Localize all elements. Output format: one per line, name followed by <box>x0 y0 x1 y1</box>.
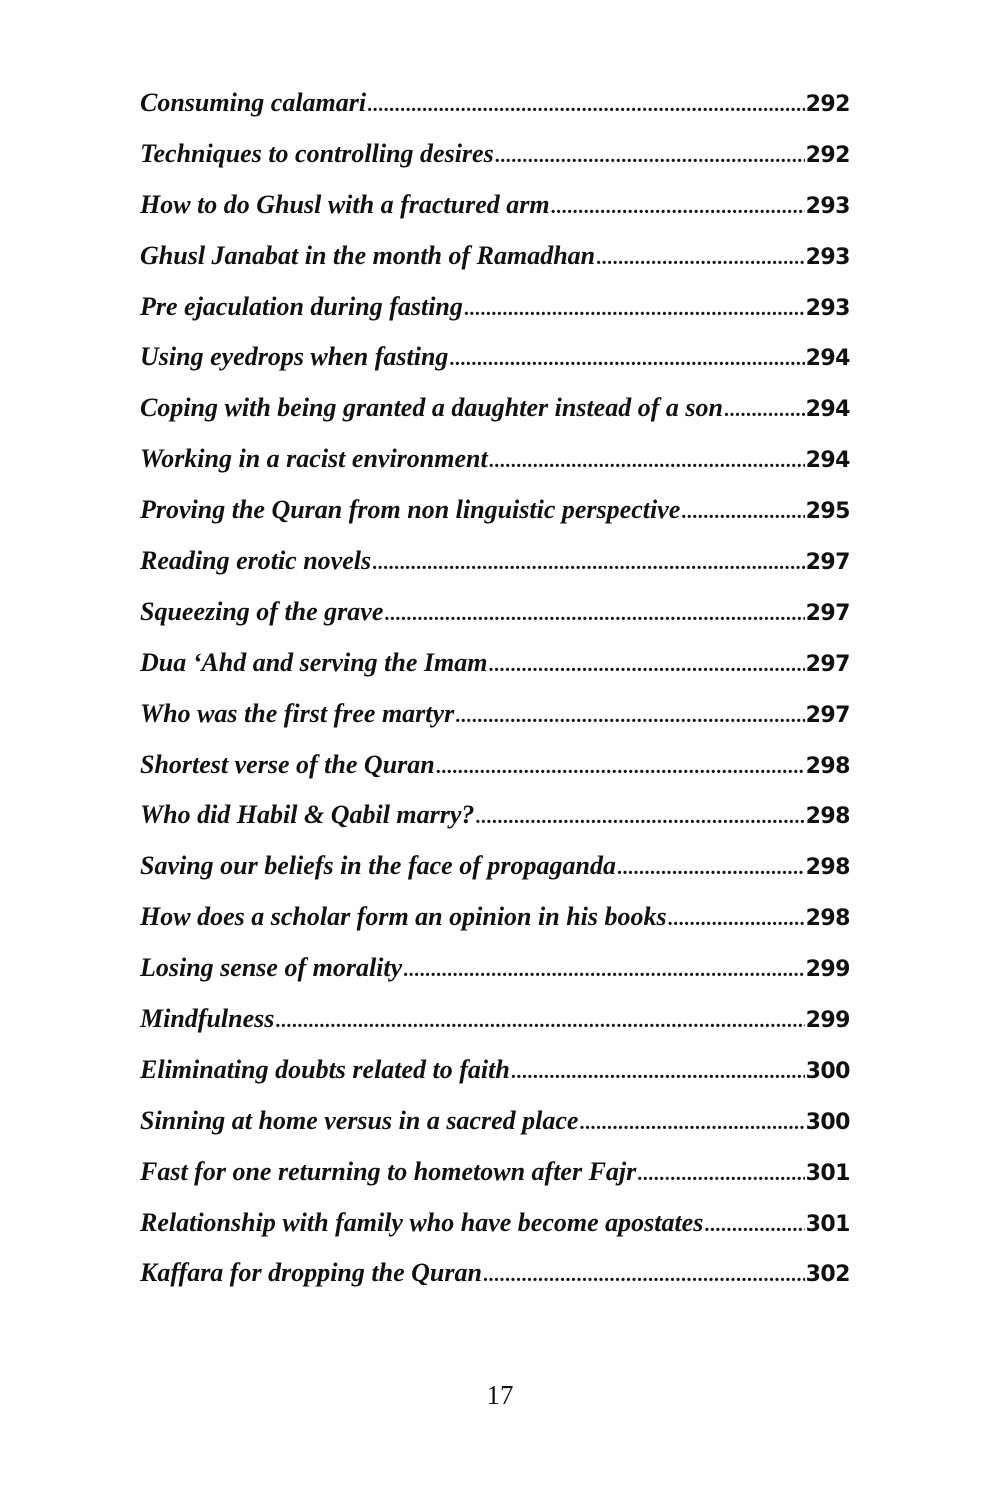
toc-entry[interactable] <box>140 638 850 689</box>
toc-entry-title: Losing sense of morality <box>140 953 403 983</box>
toc-entry[interactable] <box>140 1198 850 1249</box>
toc-entry[interactable] <box>140 383 850 434</box>
dot-leader <box>475 792 804 843</box>
toc-entry[interactable] <box>140 994 850 1045</box>
toc-entry-page: 293 <box>805 295 850 321</box>
toc-entry-page: 298 <box>805 753 850 779</box>
toc-entry[interactable] <box>140 1248 850 1299</box>
toc-entry-title: Saving our beliefs in the face of propaganda <box>140 851 616 881</box>
dot-leader <box>275 996 804 1047</box>
toc-entry[interactable] <box>140 790 850 841</box>
toc-entry-title: Proving the Quran from non linguistic perspective <box>140 495 681 525</box>
toc-entry-title: Eliminating doubts related to faith <box>140 1054 510 1084</box>
dot-leader <box>483 1250 805 1301</box>
toc-entry-title: Techniques to controlling desires <box>140 138 494 168</box>
toc-entry[interactable] <box>140 689 850 740</box>
toc-entry[interactable] <box>140 740 850 791</box>
toc-entry-page: 298 <box>805 804 850 830</box>
toc-entry[interactable] <box>140 1096 850 1147</box>
dot-leader <box>436 742 805 793</box>
dot-leader <box>464 284 805 335</box>
dot-leader <box>668 894 805 945</box>
toc-entry-page: 292 <box>805 142 850 168</box>
toc-entry[interactable] <box>140 841 850 892</box>
dot-leader <box>617 843 805 894</box>
toc-entry-title: Dua ‘Ahd and serving the Imam <box>140 647 488 677</box>
toc-entry-title: Mindfulness <box>140 1004 275 1034</box>
toc-entry-page: 293 <box>805 193 850 219</box>
dot-leader <box>511 1047 805 1098</box>
dot-leader <box>551 182 805 233</box>
dot-leader <box>367 80 804 131</box>
toc-entry-title: Using eyedrops when fasting <box>140 342 449 372</box>
toc-entry-page: 297 <box>805 651 850 677</box>
toc-entry[interactable] <box>140 1045 850 1096</box>
toc-entry-title: Working in a racist environment <box>140 444 488 474</box>
toc-entry-page: 300 <box>805 1109 850 1135</box>
toc-entry-page: 297 <box>805 550 850 576</box>
toc-entry-title: Pre ejaculation during fasting <box>140 291 463 321</box>
toc-entry[interactable] <box>140 1147 850 1198</box>
toc-entry-page: 297 <box>805 600 850 626</box>
toc-entry-title: Consuming calamari <box>140 88 367 117</box>
toc-entry-title: Shortest verse of the Quran <box>140 749 435 779</box>
dot-leader <box>704 1200 804 1251</box>
toc-entry-title: Kaffara for dropping the Quran <box>140 1258 482 1288</box>
toc-entry[interactable] <box>140 892 850 943</box>
toc-entry-page: 297 <box>805 702 850 728</box>
toc-entry[interactable] <box>140 943 850 994</box>
toc-entry-page: 302 <box>805 1262 850 1288</box>
dot-leader <box>384 589 804 640</box>
toc-entry-page: 298 <box>805 906 850 932</box>
toc-entry-title: Squeezing of the grave <box>140 596 384 626</box>
toc-entry[interactable] <box>140 129 850 180</box>
dot-leader <box>489 436 805 487</box>
toc-entry-page: 293 <box>805 244 850 270</box>
toc-entry-title: Fast for one returning to hometown after Fajr <box>140 1156 637 1186</box>
toc-entry[interactable] <box>140 536 850 587</box>
toc-entry-title: Coping with being granted a daughter instead of a son <box>140 393 723 423</box>
toc-entry[interactable] <box>140 587 850 638</box>
toc-entry[interactable] <box>140 485 850 536</box>
toc-entry-title: Who did Habil & Qabil marry? <box>140 800 475 830</box>
toc-entry-page: 295 <box>805 499 850 525</box>
toc-entry-page: 294 <box>805 346 850 372</box>
toc-entry-title: Ghusl Janabat in the month of Ramadhan <box>140 240 596 270</box>
dot-leader <box>455 691 804 742</box>
toc-entry-page: 301 <box>805 1160 850 1186</box>
toc-entry[interactable] <box>140 180 850 231</box>
toc-entry-title: Relationship with family who have become apostates <box>140 1207 704 1237</box>
dot-leader <box>449 334 804 385</box>
toc-entry-title: Reading erotic novels <box>140 546 372 576</box>
toc-entry-page: 292 <box>805 92 850 117</box>
dot-leader <box>596 233 804 284</box>
dot-leader <box>637 1149 804 1200</box>
toc-entry-page: 300 <box>805 1058 850 1084</box>
dot-leader <box>579 1098 804 1149</box>
toc-entry-page: 299 <box>805 957 850 983</box>
toc-entry[interactable] <box>140 434 850 485</box>
toc-entry-page: 299 <box>805 1008 850 1034</box>
toc-entry-page: 301 <box>805 1211 850 1237</box>
dot-leader <box>488 640 804 691</box>
dot-leader <box>372 538 804 589</box>
dot-leader <box>724 385 805 436</box>
toc-entry-title: How to do Ghusl with a fractured arm <box>140 189 550 219</box>
toc-entry-page: 294 <box>805 448 850 474</box>
table-of-contents <box>140 78 850 1299</box>
toc-entry-page: 298 <box>805 855 850 881</box>
toc-entry-page: 294 <box>805 397 850 423</box>
dot-leader <box>681 487 804 538</box>
toc-entry[interactable] <box>140 231 850 282</box>
toc-entry-title: Who was the first free martyr <box>140 698 455 728</box>
toc-entry-title: Sinning at home versus in a sacred place <box>140 1105 579 1135</box>
toc-entry[interactable] <box>140 78 850 129</box>
page-number: 17 <box>486 1380 514 1410</box>
toc-entry[interactable] <box>140 332 850 383</box>
dot-leader <box>403 945 804 996</box>
toc-entry[interactable] <box>140 282 850 333</box>
toc-entry-title: How does a scholar form an opinion in his books <box>140 902 667 932</box>
dot-leader <box>495 131 805 182</box>
